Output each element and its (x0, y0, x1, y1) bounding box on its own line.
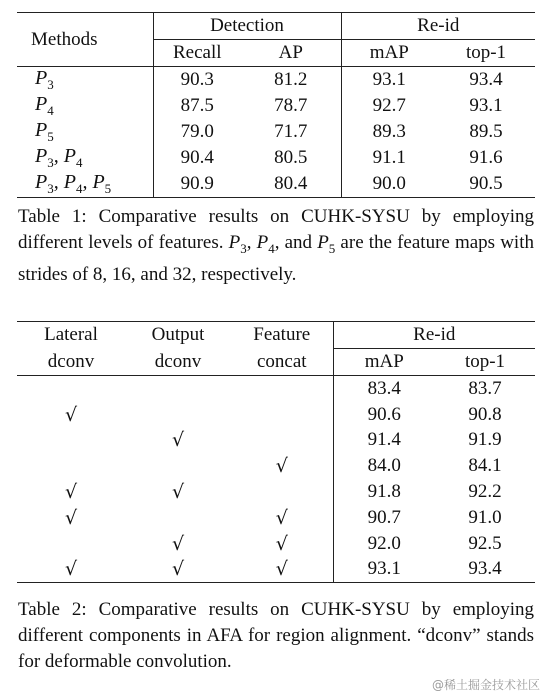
caption-1-text-b: , and (274, 232, 318, 253)
table-1-body (17, 67, 535, 198)
cell-map: 91.4 (367, 429, 401, 451)
header-reid: Re-id (341, 13, 535, 40)
header-methods: Methods (17, 13, 153, 67)
cell-lateral (17, 557, 125, 583)
cell-lateral (17, 531, 125, 557)
cell-map: 91.1 (372, 147, 406, 168)
table-row (17, 453, 535, 479)
cell-map: 93.1 (341, 67, 437, 94)
method-cell (17, 119, 153, 145)
cell-top1: 84.1 (468, 455, 502, 477)
cell-ap: 80.5 (241, 145, 341, 171)
cell-top1: 93.1 (469, 95, 503, 116)
cell-feature (231, 376, 333, 402)
cell-top1: 89.5 (469, 121, 503, 142)
method-letter: P (35, 93, 48, 115)
cell-feature (231, 557, 333, 583)
cell-top1: 93.4 (435, 557, 535, 583)
cell-recall: 90.4 (180, 147, 214, 168)
header-top1: top-1 (435, 349, 535, 376)
cell-output (125, 531, 231, 557)
table-row (17, 93, 535, 119)
method-subscript: 3 (47, 181, 54, 196)
cell-map: 90.0 (341, 171, 437, 198)
header-lateral-line2: dconv (17, 349, 125, 376)
table-1 (17, 12, 535, 198)
check-mark-icon: √ (275, 532, 288, 555)
method-subscript: 3 (47, 155, 54, 170)
table-row (17, 479, 535, 505)
header-map: mAP (333, 349, 435, 376)
cell-ap: 80.4 (241, 171, 341, 198)
cell-output (125, 479, 231, 505)
cell-feature (231, 428, 333, 454)
cell-map: 92.7 (372, 95, 406, 116)
table-row (17, 428, 535, 454)
cell-top1: 90.8 (468, 403, 502, 425)
table-row (17, 531, 535, 557)
table-1-caption: Table 1: Comparative results on CUHK-SYSU by employing different levels of features. $P_3$, $P_4$, and $P_5$ are the feature maps with strides of 8, 16, and 32, respectively. (18, 206, 534, 285)
cell-lateral (17, 505, 125, 531)
caption-1-p4 (256, 232, 275, 256)
cell-ap: 71.7 (241, 119, 341, 145)
method-letter: P (92, 171, 105, 193)
method-letter: P (63, 145, 76, 167)
method-letter: P (63, 171, 76, 193)
cell-lateral (17, 479, 125, 505)
check-mark-icon: √ (275, 455, 288, 478)
method-letter: P (35, 119, 48, 141)
method-cell (17, 67, 153, 94)
header-feature-line2: concat (231, 349, 333, 376)
header-output-line1: Output (125, 322, 231, 349)
cell-ap: 81.2 (241, 67, 341, 94)
cell-feature (231, 505, 333, 531)
table-row (17, 402, 535, 428)
header-top1: top-1 (437, 40, 535, 67)
caption-1-p5 (317, 232, 336, 256)
caption-1-letter: P (317, 232, 329, 253)
method-letter: P (35, 171, 48, 193)
header-reid: Re-id (333, 322, 535, 349)
cell-output (125, 453, 231, 479)
cell-map: 89.3 (372, 121, 406, 142)
method-subscript: 5 (104, 181, 112, 196)
cell-lateral (17, 428, 125, 454)
cell-top1: 91.6 (469, 147, 503, 168)
cell-ap: 78.7 (241, 93, 341, 119)
cell-lateral (17, 453, 125, 479)
table-row (17, 119, 535, 145)
cell-recall: 87.5 (180, 95, 214, 116)
cell-feature (231, 531, 333, 557)
check-mark-icon: √ (171, 558, 185, 581)
check-mark-icon: √ (171, 532, 185, 555)
table-row (17, 171, 535, 198)
cell-output (125, 376, 231, 402)
check-mark-icon: √ (275, 558, 288, 581)
cell-output (125, 505, 231, 531)
cell-top1: 90.5 (437, 171, 535, 198)
cell-map: 91.8 (367, 481, 401, 503)
cell-top1: 91.0 (468, 506, 502, 528)
cell-output (125, 428, 231, 454)
cell-map: 84.0 (367, 455, 401, 477)
table-2 (17, 321, 535, 583)
cell-recall: 79.0 (180, 121, 214, 142)
header-recall: Recall (153, 40, 241, 67)
check-mark-icon: √ (171, 429, 185, 452)
table-row (17, 67, 535, 94)
check-mark-icon: √ (64, 403, 78, 426)
method-cell: $P_3$, $P_4$ (17, 145, 153, 171)
cell-feature (231, 402, 333, 428)
header-lateral-line1: Lateral (17, 322, 125, 349)
method-subscript: 3 (47, 77, 54, 92)
method-cell: $P_3$, $P_4$, $P_5$ (17, 171, 153, 198)
table-2-caption: Table 2: Comparative results on CUHK-SYSU by employing different components in AFA for region alignment. “dconv” stands for deformable convolution. (18, 599, 534, 672)
cell-map: 93.1 (333, 557, 435, 583)
check-mark-icon: √ (64, 506, 78, 529)
method-subscript: 4 (47, 103, 54, 118)
header-ap: AP (241, 40, 341, 67)
cell-output (125, 557, 231, 583)
cell-map: 90.6 (367, 403, 401, 425)
method-letter: P (35, 67, 48, 89)
caption-1-letter: P (256, 232, 269, 253)
caption-1-text-a: Table 1: Comparative results on CUHK-SYSU by employing different levels of features. (18, 206, 534, 253)
header-feature-line1: Feature (231, 322, 333, 349)
check-mark-icon: √ (275, 506, 288, 529)
check-mark-icon: √ (64, 481, 78, 504)
method-subscript: 4 (75, 181, 83, 196)
cell-recall: 90.9 (153, 171, 241, 198)
method-letter: P (35, 145, 48, 167)
cell-map: 90.7 (367, 506, 401, 528)
watermark: @稀土掘金技术社区 (431, 678, 540, 692)
method-subscript: 4 (75, 155, 83, 170)
caption-1-letter: P (228, 232, 241, 253)
header-output-line2: dconv (125, 349, 231, 376)
table-2-body (17, 376, 535, 583)
caption-1-p3-sub: 3 (240, 240, 247, 256)
cell-top1: 91.9 (468, 429, 502, 451)
cell-top1: 92.5 (468, 532, 502, 554)
caption-1-text-c: are the feature maps with strides of 8, 16, and 32, respectively. (18, 232, 534, 285)
header-detection: Detection (153, 13, 341, 40)
caption-1-p4-sub: 4 (268, 240, 275, 256)
table-row (17, 145, 535, 171)
table-row (17, 505, 535, 531)
cell-top1: 92.2 (468, 481, 502, 503)
cell-recall: 90.3 (153, 67, 241, 94)
cell-top1: 93.4 (437, 67, 535, 94)
check-mark-icon: √ (64, 558, 78, 581)
caption-1-p3 (228, 232, 247, 256)
table-row (17, 557, 535, 583)
cell-lateral (17, 402, 125, 428)
method-cell (17, 93, 153, 119)
caption-1-p5-sub: 5 (328, 240, 336, 256)
table-row (17, 376, 535, 402)
cell-map: 83.4 (333, 376, 435, 402)
check-mark-icon: √ (171, 481, 185, 504)
method-subscript: 5 (47, 129, 54, 144)
cell-feature (231, 479, 333, 505)
cell-feature (231, 453, 333, 479)
header-map: mAP (341, 40, 437, 67)
cell-output (125, 402, 231, 428)
cell-top1: 83.7 (435, 376, 535, 402)
cell-lateral (17, 376, 125, 402)
cell-map: 92.0 (367, 532, 401, 554)
